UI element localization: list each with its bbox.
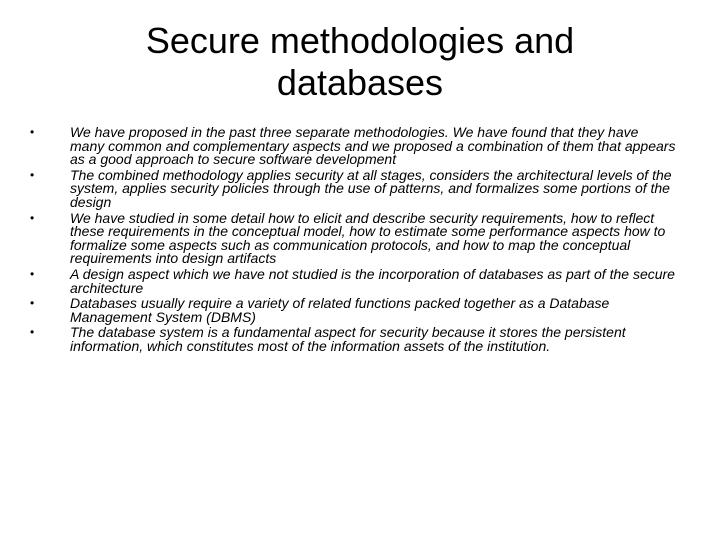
bullet-text: We have proposed in the past three separate methodologies. We have found that they have many common and complementary aspects and we proposed a combination of them that appears as a good approach to secure software development [70,124,676,168]
bullet-item [30,295,676,325]
bullet-item [30,166,676,210]
bullet-icon: • [30,210,35,225]
bullet-item [30,209,676,267]
bullet-item [30,124,676,168]
bullet-list [30,124,676,356]
bullet-text: The combined methodology applies security at all stages, considers the architectural levels of the system, applies security policies through the use of patterns, and formalizes some portions of the design [70,166,672,210]
bullet-item [30,265,676,296]
bullet-icon: • [30,266,35,281]
bullet-item [30,324,676,354]
bullet-text: We have studied in some detail how to elicit and describe security requirements, how to reflect these requirements in the conceptual model, how to estimate some performance aspects how to formalize some aspects such as communication protocols, and how to map the conceptual requirements into design artifacts [70,209,666,267]
bullet-text: Databases usually require a variety of related functions packed together as a Database Management System (DBMS) [70,295,610,325]
bullet-icon: • [30,325,35,340]
slide-title: Secure methodologies and databases [145,20,575,103]
bullet-icon: • [30,167,35,182]
bullet-text: A design aspect which we have not studied is the incorporation of databases as part of the secure architecture [70,265,675,296]
bullet-icon: • [30,125,35,139]
bullet-icon: • [30,296,35,311]
bullet-text: The database system is a fundamental aspect for security because it stores the persistent information, which constitutes most of the information assets of the institution. [70,324,626,354]
